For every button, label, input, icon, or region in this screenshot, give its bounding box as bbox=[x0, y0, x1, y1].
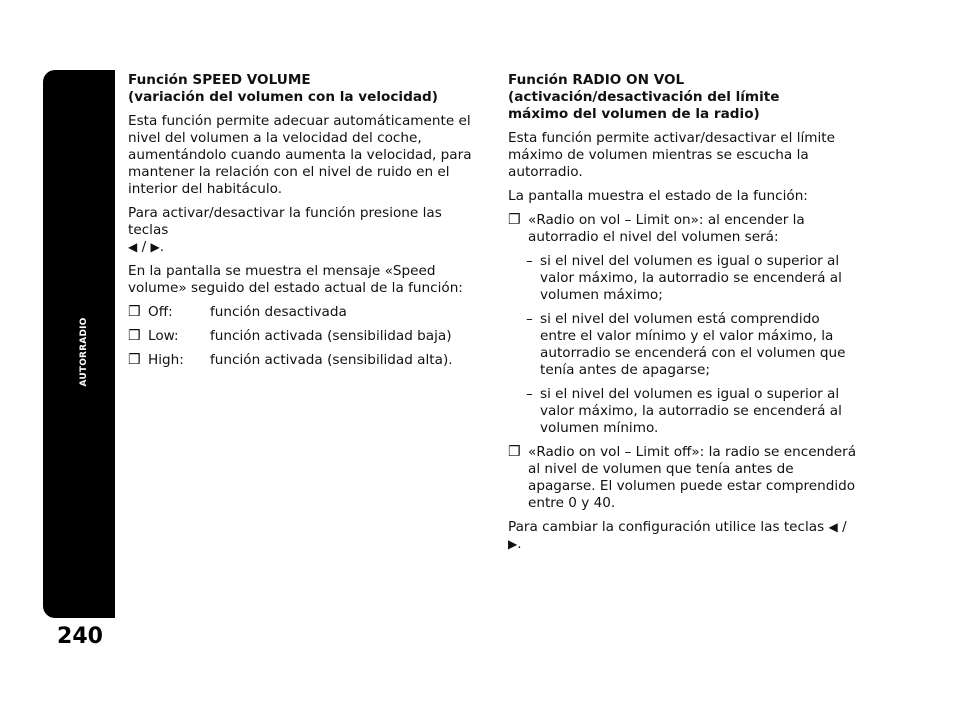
page-number: 240 bbox=[57, 624, 103, 649]
checkbox-bullet-icon: ❒ bbox=[128, 352, 141, 368]
dash-marker: – bbox=[526, 386, 533, 402]
dash-item bbox=[508, 253, 858, 304]
option-key: Low: bbox=[148, 328, 179, 344]
dash-text: si el nivel del volumen está comprendido entre el valor mínimo y el valor máximo, la autorradio se encenderá con el volumen que tenía antes de apagarse; bbox=[540, 311, 846, 378]
bullet-item bbox=[508, 212, 858, 246]
slash: / bbox=[842, 519, 847, 535]
period: . bbox=[159, 239, 165, 255]
bullet-item bbox=[508, 444, 858, 512]
paragraph: Esta función permite activar/desactivar el límite máximo de volumen mientras se escucha la autorradio. bbox=[508, 130, 835, 180]
right-arrow-icon: ▶ bbox=[150, 240, 160, 254]
dash-text: si el nivel del volumen es igual o superior al valor máximo, la autorradio se encenderá al volumen máximo; bbox=[540, 253, 842, 303]
dash-item bbox=[508, 386, 858, 437]
option-item bbox=[128, 304, 483, 321]
checkbox-bullet-icon: ❒ bbox=[508, 444, 521, 460]
heading-line: Función RADIO ON VOL bbox=[508, 72, 685, 88]
period: . bbox=[517, 536, 522, 552]
radio-on-vol-heading bbox=[508, 72, 858, 123]
dash-marker: – bbox=[526, 253, 533, 269]
checkbox-bullet-icon: ❒ bbox=[508, 212, 521, 228]
dash-item bbox=[508, 311, 858, 379]
paragraph-keys bbox=[128, 205, 483, 256]
dash-marker: – bbox=[526, 311, 533, 327]
option-value: función activada (sensibilidad alta). bbox=[210, 352, 453, 368]
option-key: High: bbox=[148, 352, 184, 368]
section-label: AUTORRADIO bbox=[79, 317, 89, 387]
option-item bbox=[128, 352, 483, 369]
slash: / bbox=[141, 239, 147, 255]
heading-line: (activación/desactivación del límite bbox=[508, 89, 780, 105]
checkbox-bullet-icon: ❒ bbox=[128, 328, 141, 344]
bullet-text: «Radio on vol – Limit off»: la radio se encenderá al nivel de volumen que tenía antes de apagarse. El volumen puede estar comprendido entre 0 y 40. bbox=[528, 444, 857, 511]
right-column bbox=[508, 72, 858, 560]
option-key: Off: bbox=[148, 304, 173, 320]
option-item bbox=[128, 328, 483, 345]
heading-line: Función SPEED VOLUME bbox=[128, 72, 311, 88]
paragraph: En la pantalla se muestra el mensaje «Speed volume» seguido del estado actual de la función: bbox=[128, 263, 463, 296]
heading-line: máximo del volumen de la radio) bbox=[508, 106, 760, 122]
speed-volume-heading bbox=[128, 72, 483, 106]
left-arrow-icon: ◀ bbox=[828, 520, 838, 534]
paragraph-text: Para activar/desactivar la función presione las teclas bbox=[128, 205, 442, 238]
paragraph-text: Para cambiar la configuración utilice las teclas bbox=[508, 519, 825, 535]
paragraph-keys bbox=[508, 519, 858, 553]
checkbox-bullet-icon: ❒ bbox=[128, 304, 141, 320]
bullet-text: «Radio on vol – Limit on»: al encender la autorradio el nivel del volumen será: bbox=[528, 212, 805, 245]
paragraph: La pantalla muestra el estado de la función: bbox=[508, 188, 808, 204]
left-column bbox=[128, 72, 483, 376]
option-value: función activada (sensibilidad baja) bbox=[210, 328, 452, 344]
paragraph: Esta función permite adecuar automáticamente el nivel del volumen a la velocidad del coche, aumentándolo cuando aumenta la velocidad, para mantener la relación con el nivel de ruido en el interior del habitáculo. bbox=[128, 113, 472, 197]
heading-line: (variación del volumen con la velocidad) bbox=[128, 89, 438, 105]
option-value: función desactivada bbox=[210, 304, 347, 320]
left-arrow-icon: ◀ bbox=[128, 240, 138, 254]
right-arrow-icon: ▶ bbox=[508, 537, 518, 551]
dash-text: si el nivel del volumen es igual o superior al valor máximo, la autorradio se encenderá al volumen mínimo. bbox=[540, 386, 842, 436]
